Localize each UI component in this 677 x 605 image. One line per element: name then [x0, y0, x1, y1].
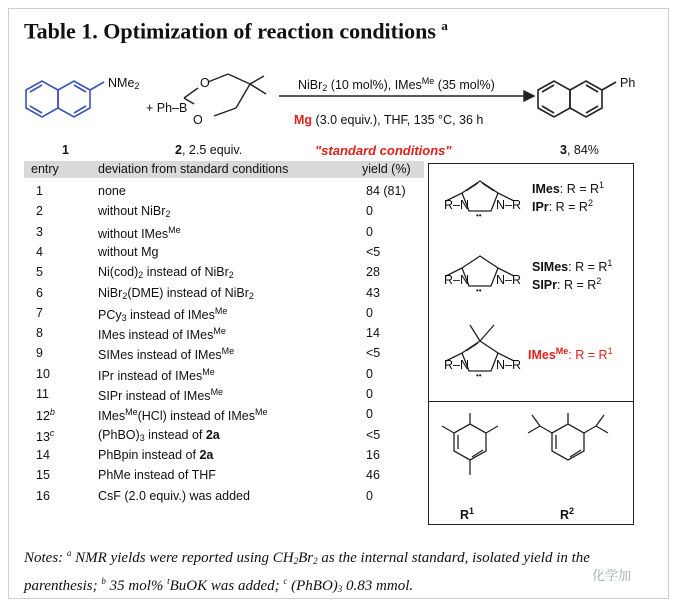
table-row: [0, 265, 430, 285]
table-row: [0, 489, 430, 509]
table-row: [0, 468, 430, 488]
table-notes: Notes: $^a$ NMR yields were reported using $CH_2Br_2$ as the internal standard, isolated yield in the parenthesis; $^b$ 35 mol% $^t$BuOK was added; $^c$ $(PhBO)_3$ 0.83 mmol.: [24, 548, 590, 594]
row-deviation: without IMes$^{Me}$: [98, 224, 181, 241]
row-yield: 84 (81): [366, 184, 406, 198]
row-entry: 8: [36, 326, 43, 341]
row-entry: 5: [36, 265, 43, 280]
table-row: [0, 387, 430, 407]
row-entry: 15: [36, 468, 50, 483]
row-entry: 9: [36, 346, 43, 361]
row-entry: 2: [36, 204, 43, 219]
imes-left-r: R–N: [444, 198, 470, 212]
naphthalene-reactant: [26, 81, 104, 117]
simes-lone-pair: ••: [476, 286, 482, 295]
row-entry: 10: [36, 366, 50, 381]
compound-label-3: 3, 84%: [560, 143, 599, 157]
row-deviation: IMes$^{Me}$(HCl) instead of IMes$^{Me}$: [98, 407, 268, 424]
imes-label: IMes: $R = R^1$: [532, 180, 605, 197]
header-entry: entry: [31, 162, 59, 176]
simes-label: SIMes: $R = R^1$: [532, 258, 613, 275]
row-deviation: $Ni(cod)_2$ instead of NiBr$_2$: [98, 265, 234, 281]
row-yield: <5: [366, 346, 381, 361]
row-deviation: $(PhBO)_3$ instead of 2a: [98, 427, 220, 443]
row-yield: 0: [366, 224, 373, 239]
row-deviation: SIPr instead of IMes$^{Me}$: [98, 387, 224, 404]
table-row: [0, 245, 430, 265]
imesme-lone-pair: ••: [476, 371, 482, 380]
header-deviation: deviation from standard conditions: [98, 162, 289, 176]
boronate-ester: [184, 74, 266, 116]
table-title: Table 1. Optimization of reaction conditions $^a$: [24, 18, 448, 44]
row-yield: 28: [366, 265, 380, 280]
row-deviation: none: [98, 184, 126, 198]
header-yield: yield (%): [362, 162, 411, 176]
table-row: [0, 286, 430, 306]
row-deviation: IMes instead of IMes$^{Me}$: [98, 326, 226, 343]
imesme-right-r: N–R: [496, 358, 522, 372]
imes-lone-pair: ••: [476, 211, 482, 220]
conditions-bottom: Mg (3.0 equiv.), THF, 135 °C, 36 h: [294, 113, 484, 127]
standard-conditions-label: "standard conditions": [315, 143, 452, 158]
row-entry: 6: [36, 285, 43, 300]
row-yield: 14: [366, 326, 380, 341]
row-yield: 46: [366, 468, 380, 483]
row-entry: 14: [36, 447, 50, 462]
table-row: [0, 448, 430, 468]
ph-b-label: + Ph–B: [146, 101, 188, 115]
table-row: [0, 346, 430, 366]
ligand-structures: [428, 163, 634, 525]
row-deviation: PhBpin instead of 2a: [98, 447, 214, 462]
table-row: [0, 204, 430, 224]
table-row: [0, 326, 430, 346]
row-entry: 1: [36, 184, 43, 198]
o-label-top: O: [200, 76, 210, 90]
r2-label: $R^2$: [560, 506, 575, 523]
row-deviation: IPr instead of IMes$^{Me}$: [98, 366, 215, 383]
table-row: [0, 407, 430, 427]
row-yield: 0: [366, 488, 373, 503]
imesme-left-r: R–N: [444, 358, 470, 372]
row-yield: <5: [366, 244, 381, 259]
row-entry: 12$^b$: [36, 407, 55, 424]
table-row: [0, 367, 430, 387]
compound-label-1: 1: [62, 143, 69, 157]
row-entry: 3: [36, 224, 43, 239]
table-row: [0, 306, 430, 326]
row-entry: 4: [36, 244, 43, 259]
row-entry: 16: [36, 488, 50, 503]
row-yield: 0: [366, 204, 373, 219]
row-entry: 13$^c$: [36, 427, 55, 444]
row-deviation: CsF (2.0 equiv.) was added: [98, 488, 250, 503]
row-yield: 16: [366, 447, 380, 462]
row-entry: 7: [36, 305, 43, 320]
compound-label-2: 2, 2.5 equiv.: [175, 143, 243, 157]
row-deviation: PCy$_3$ instead of IMes$^{Me}$: [98, 305, 228, 323]
table-row: [0, 184, 430, 204]
table-row: [0, 225, 430, 245]
o-label-bottom: O: [193, 113, 203, 127]
sipr-label: SIPr: $R = R^2$: [532, 276, 602, 293]
row-entry: 11: [36, 387, 49, 401]
naphthalene-product: [538, 81, 616, 117]
imesme-label: IMes$^{Me}$: $R = R^1$: [528, 346, 613, 363]
row-deviation: PhMe instead of THF: [98, 468, 216, 483]
watermark: 化学加: [592, 568, 632, 583]
row-yield: 0: [366, 407, 373, 422]
ipr-label: IPr: $R = R^2$: [532, 198, 593, 215]
row-deviation: NiBr$_2$(DME) instead of NiBr$_2$: [98, 285, 254, 301]
row-yield: 0: [366, 305, 373, 320]
conditions-top: NiBr$_2$ (10 mol%), IMes$^{Me}$ (35 mol%): [298, 76, 495, 94]
r1-label: $R^1$: [460, 506, 475, 523]
row-yield: <5: [366, 427, 381, 442]
product-ph-label: Ph: [620, 76, 636, 90]
simes-left-r: R–N: [444, 273, 470, 287]
nme2-label: NMe$_2$: [108, 76, 140, 91]
imes-right-r: N–R: [496, 198, 522, 212]
row-deviation: without NiBr$_2$: [98, 204, 171, 220]
row-deviation: SIMes instead of IMes$^{Me}$: [98, 346, 235, 363]
simes-right-r: N–R: [496, 273, 522, 287]
table-row: [0, 428, 430, 448]
row-yield: 43: [366, 285, 380, 300]
row-yield: 0: [366, 387, 373, 401]
row-deviation: without Mg: [98, 244, 159, 259]
row-yield: 0: [366, 366, 373, 381]
